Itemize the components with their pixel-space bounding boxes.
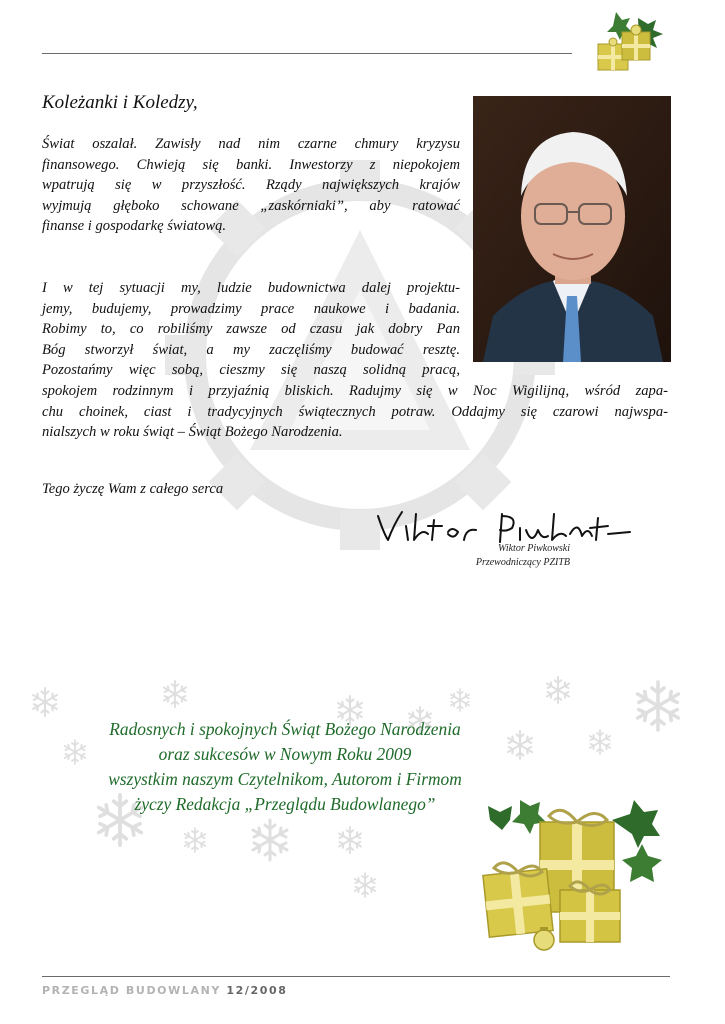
- letter-closing: Tego życzę Wam z całego serca: [42, 481, 224, 497]
- paragraph-2-line-3: Robimy to, co robiliśmy zawsze od czasu jak dobry Pan: [42, 321, 460, 338]
- paragraph-2-line-8: nialszych w roku świąt – Świąt Bożego Narodzenia.: [42, 424, 343, 441]
- paragraph-2-line-6: spokojem rodzinnym i przyjaźnią bliskich. Radujmy się w Noc Wigilijną, wśród zapa-: [42, 383, 668, 399]
- paragraph-1-line-3: wpatrują się w przyszłość. Rządy największych krajów: [42, 177, 460, 194]
- page-footer: [42, 984, 288, 997]
- wishes-line-4: życzy Redakcja „Przeglądu Budowlanego”: [134, 794, 436, 814]
- signature-role: Przewodniczący PZITB: [475, 557, 570, 568]
- paragraph-2-line-7: chu choinek, ciast i tradycyjnych świątecznych potraw. Oddajmy się czarowi najwspa-: [42, 403, 668, 420]
- gift-boxes-large: [462, 780, 662, 956]
- wishes-line-2: oraz sukcesów w Nowym Roku 2009: [158, 744, 412, 764]
- paragraph-1-line-5: finanse i gospodarkę światową.: [42, 218, 227, 235]
- letter-paragraph-1: [42, 134, 460, 239]
- letter-paragraph-2: [42, 278, 670, 448]
- holiday-wishes: [60, 717, 510, 817]
- paragraph-2-line-5: Pozostańmy więc sobą, cieszmy się naszą solidną pracą,: [42, 362, 460, 379]
- bottom-rule: [42, 976, 670, 977]
- signature: [372, 506, 634, 548]
- paragraph-2-line-2: jemy, budujemy, prowadzimy prace naukowe i badania.: [42, 300, 460, 317]
- paragraph-1-line-4: wyjmują głęboko schowane „zaskórniaki”, aby ratować: [42, 197, 460, 214]
- wishes-line-1: Radosnych i spokojnych Świąt Bożego Narodzenia: [109, 719, 461, 739]
- paragraph-2-line-1: I w tej sytuacji my, ludzie budownictwa dalej projektu-: [42, 280, 460, 296]
- signature-name: Wiktor Piwkowski: [498, 543, 570, 554]
- letter-greeting: Koleżanki i Koledzy,: [42, 92, 198, 113]
- top-rule: [42, 53, 572, 54]
- paragraph-2-line-4: Bóg stworzył świat, a my zaczęliśmy budować resztę.: [42, 341, 460, 358]
- paragraph-1-line-1: Świat oszalał. Zawisły nad nim czarne chmury kryzysu: [42, 136, 460, 152]
- footer-issue-number: 12/2008: [226, 984, 288, 997]
- wishes-line-3: wszystkim naszym Czytelnikom, Autorom i Firmom: [108, 769, 462, 789]
- gift-boxes-small: [586, 8, 668, 76]
- paragraph-1-line-2: finansowego. Chwieją się banki. Inwestorzy z niepokojem: [42, 156, 460, 173]
- footer-magazine-name: PRZEGLĄD BUDOWLANY: [42, 984, 221, 997]
